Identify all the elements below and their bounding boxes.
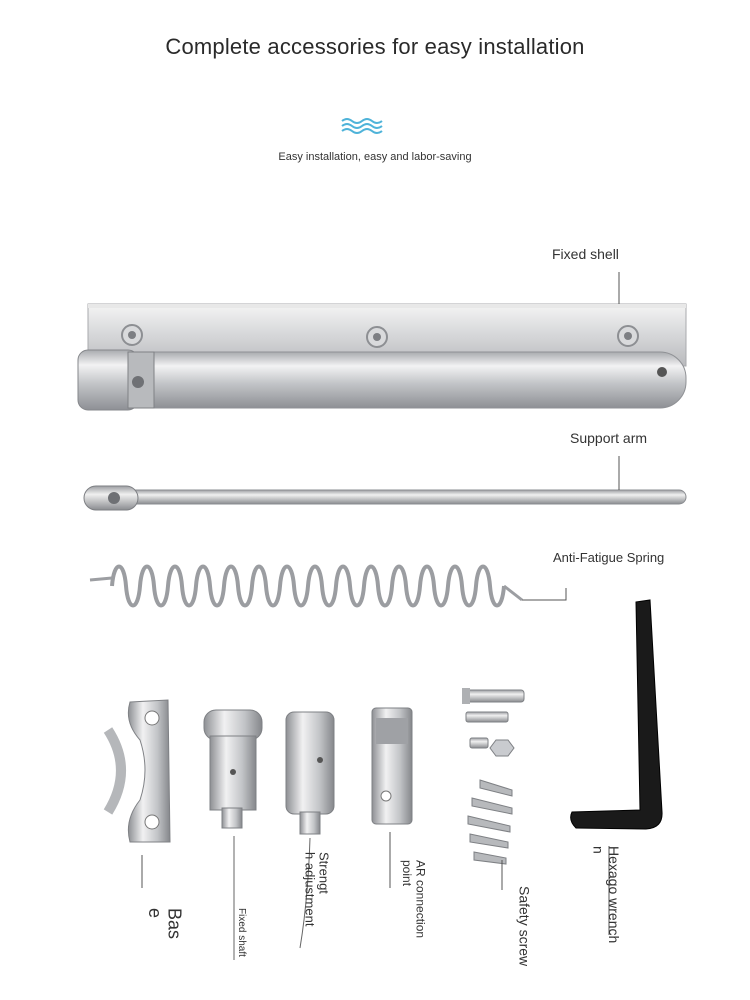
strength-adjustment-part: [286, 712, 334, 834]
label-ar-connection-point: AR connection point: [400, 860, 428, 939]
label-base: Bas e: [144, 908, 185, 940]
label-hexagon-wrench: Hexago wrench n: [590, 846, 622, 944]
ar-connection-point-part: [372, 708, 412, 824]
page-subtitle: Easy installation, easy and labor-saving: [278, 151, 472, 163]
base-part: [108, 700, 170, 842]
page-title: Complete accessories for easy installation: [165, 34, 585, 59]
fixed-shell-part: [78, 304, 686, 410]
label-fixed-shaft: Fixed shaft: [236, 908, 247, 957]
label-support-arm: Support arm: [570, 430, 648, 446]
fixed-shaft-part: [204, 710, 262, 828]
label-fixed-shell: Fixed shell: [552, 246, 619, 262]
anti-fatigue-spring-part: [90, 567, 522, 606]
label-strength-adjustment: Strengt h adjustment: [302, 852, 332, 927]
leader-spring: [522, 588, 566, 600]
hexagon-wrench-part: [571, 600, 662, 829]
support-arm-part: [84, 486, 686, 510]
label-safety-screw: Safety screw: [516, 886, 533, 967]
safety-screw-part: [462, 688, 524, 864]
label-anti-fatigue-spring: Anti-Fatigue Spring: [553, 550, 665, 565]
